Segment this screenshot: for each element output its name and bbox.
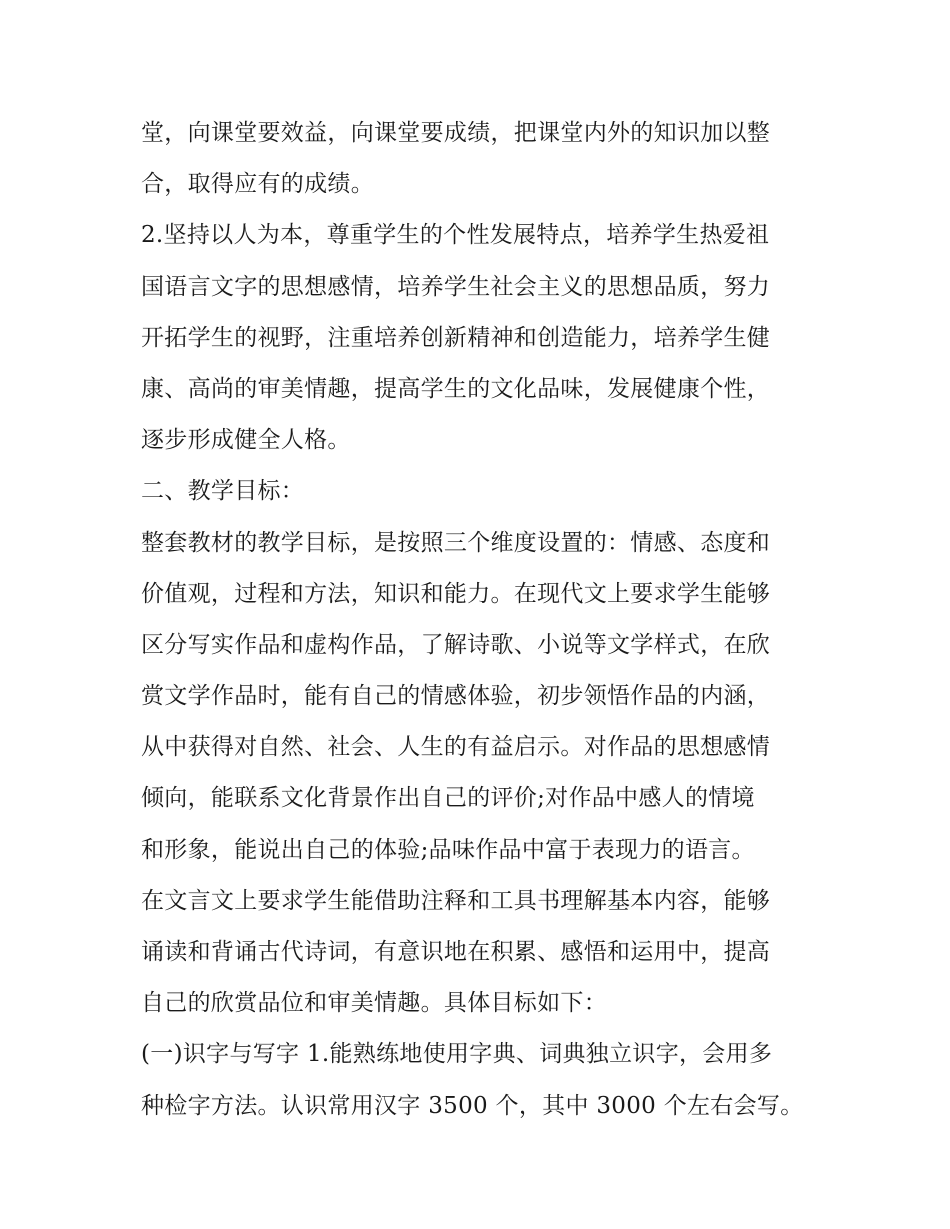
- text-line: 逐步形成健全人格。: [141, 427, 351, 454]
- text-line: 整套教材的教学目标，是按照三个维度设置的：情感、态度和: [141, 529, 771, 556]
- text-line: 赏文学作品时，能有自己的情感体验，初步领悟作品的内涵，: [141, 683, 771, 710]
- text-line: 开拓学生的视野，注重培养创新精神和创造能力，培养学生健: [141, 324, 771, 351]
- text-line: 自己的欣赏品位和审美情趣。具体目标如下：: [141, 990, 607, 1017]
- text-line: 种检字方法。认识常用汉字 3500 个，其中 3000 个左右会写。: [141, 1092, 804, 1119]
- text-line: 堂，向课堂要效益，向课堂要成绩，把课堂内外的知识加以整: [141, 120, 771, 146]
- text-line: 诵读和背诵古代诗词，有意识地在积累、感悟和运用中，提高: [141, 939, 771, 965]
- text-line: 国语言文字的思想感情，培养学生社会主义的思想品质，努力: [141, 273, 771, 300]
- text-line: 和形象，能说出自己的体验;品味作品中富于表现力的语言。: [141, 836, 755, 863]
- text-line: 2.坚持以人为本，尊重学生的个性发展特点，培养学生热爱祖: [141, 222, 770, 249]
- text-line: 价值观，过程和方法，知识和能力。在现代文上要求学生能够: [141, 580, 771, 607]
- text-line: 区分写实作品和虚构作品，了解诗歌、小说等文学样式，在欣: [141, 631, 771, 658]
- text-line: 合，取得应有的成绩。: [141, 171, 374, 198]
- text-line: 从中获得对自然、社会、人生的有益启示。对作品的思想感情: [141, 734, 771, 761]
- text-line: 倾向，能联系文化背景作出自己的评价;对作品中感人的情境: [141, 785, 755, 812]
- text-line: 康、高尚的审美情趣，提高学生的文化品味，发展健康个性，: [141, 375, 771, 402]
- text-line: 在文言文上要求学生能借助注释和工具书理解基本内容，能够: [141, 887, 771, 914]
- text-line: (一)识字与写字 1.能熟练地使用字典、词典独立识字，会用多: [141, 1041, 773, 1068]
- body-text: [141, 108, 821, 1132]
- section-heading: 二、教学目标：: [141, 478, 305, 505]
